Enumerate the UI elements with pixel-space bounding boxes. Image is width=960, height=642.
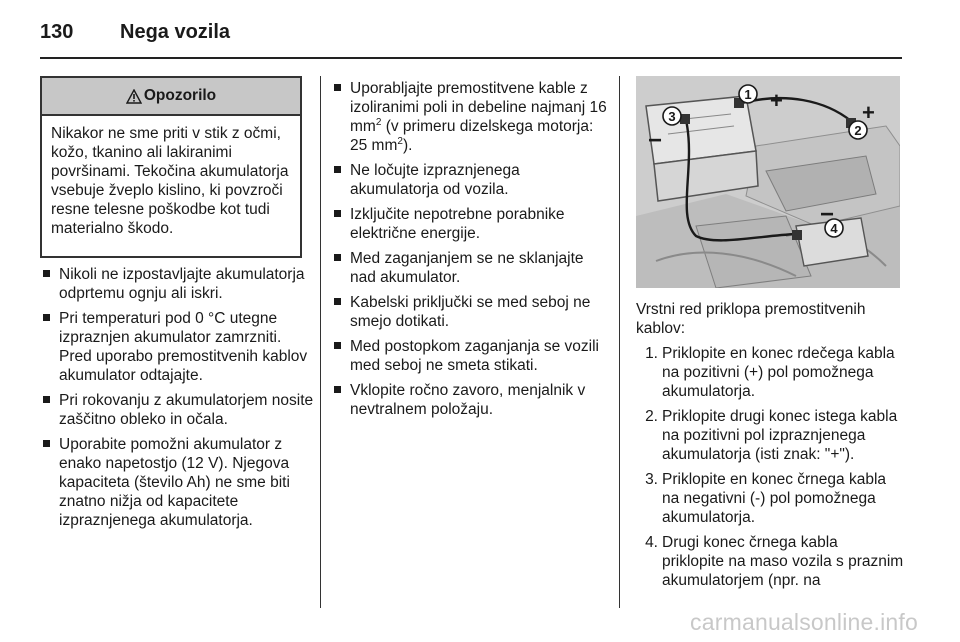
list-item: Med zaganjanjem se ne sklanjajte nad akumulator. <box>331 249 611 287</box>
superscript: 2 <box>397 135 403 147</box>
step-text: Priklopite drugi konec istega kabla na pozitivni pol izpraznjenega akumulatorja (isti znak: "+"). <box>662 408 898 463</box>
list-item: Pri rokovanju z akumulatorjem nosite zaščitno obleko in očala. <box>40 391 315 429</box>
step-number: 2. <box>645 408 658 425</box>
battery-diagram <box>636 76 900 288</box>
column1-bullet-list <box>40 265 315 536</box>
warning-triangle-icon <box>126 89 142 104</box>
callout-1 <box>739 85 757 103</box>
numbered-step <box>636 470 904 527</box>
list-item: Ne ločujte izpraznjenega akumulatorja od vozila. <box>331 161 611 199</box>
cable-spec-text: Uporabljajte premostitvene kable z izoliranimi poli in debeline najmanj 16 mm <box>350 80 607 135</box>
list-item: Izključite nepotrebne porabnike električne energije. <box>331 205 611 243</box>
list-item: Med postopkom zaganjanja se vozili med seboj ne smeta stikati. <box>331 337 611 375</box>
svg-text:1: 1 <box>744 87 752 102</box>
svg-text:4: 4 <box>830 221 838 236</box>
step-text: Drugi konec črnega kabla priklopite na maso vozila s praznim akumulatorjem (npr. na <box>662 534 904 589</box>
list-item: Pri temperaturi pod 0 °C utegne izpraznjen akumulator zamrzniti. Pred uporabo premostitvenih kablov akumulator odtajajte. <box>40 309 315 385</box>
minus-sign: − <box>820 201 835 228</box>
column-divider <box>619 76 620 608</box>
connection-order-section <box>636 300 904 596</box>
list-item: Vklopite ročno zavoro, menjalnik v nevtralnem položaju. <box>331 381 611 419</box>
step-number: 3. <box>645 471 658 488</box>
column-divider <box>320 76 321 608</box>
step-number: 4. <box>645 534 658 551</box>
step-text: Priklopite en konec črnega kabla na negativni (-) pol pomožnega akumulatorja. <box>662 471 887 526</box>
page-title: Nega vozila <box>120 20 231 43</box>
cable-spec-text: ). <box>402 137 413 154</box>
list-item: Uporabite pomožni akumulator z enako napetostjo (12 V). Njegova kapaciteta (število Ah) ne sme biti znatno nižja od kapacitete izpraznjenega akumulatorja. <box>40 435 315 530</box>
numbered-step <box>636 533 904 590</box>
svg-text:3: 3 <box>668 109 676 124</box>
list-item: Kabelski priključki se med seboj ne smejo dotikati. <box>331 293 611 331</box>
plus-sign: + <box>862 100 875 125</box>
superscript: 2 <box>375 116 382 128</box>
page-number: 130 <box>40 20 74 43</box>
numbered-step <box>636 344 904 401</box>
header-rule <box>40 57 902 59</box>
svg-text:2: 2 <box>854 123 862 138</box>
warning-box <box>40 76 302 258</box>
plus-sign: + <box>770 88 783 113</box>
jump-start-illustration <box>636 76 900 288</box>
warning-header <box>42 78 300 116</box>
warning-text: Nikakor ne sme priti v stik z očmi, kožo, tkanino ali lakiranimi površinami. Tekočina akumulatorja vsebuje žveplo kislino, ki povzroči resne telesne poškodbe kot tudi materialno škodo. <box>51 125 289 237</box>
warning-title: Opozorilo <box>143 87 217 104</box>
list-item <box>331 79 611 155</box>
minus-sign: − <box>648 127 663 154</box>
page-header <box>40 14 230 50</box>
watermark: carmanualsonline.info <box>690 609 918 635</box>
numbered-step <box>636 407 904 464</box>
column2-bullet-list <box>331 79 611 425</box>
callout-3 <box>663 107 681 125</box>
connection-order-intro: Vrstni red priklopa premostitvenih kablov: <box>636 301 866 337</box>
list-item: Nikoli ne izpostavljajte akumulatorja odprtemu ognju ali iskri. <box>40 265 315 303</box>
step-text: Priklopite en konec rdečega kabla na pozitivni (+) pol pomožnega akumulatorja. <box>662 345 895 400</box>
cable-spec-text: (v primeru dizelskega motorja: 25 mm <box>350 118 594 154</box>
step-number: 1. <box>645 345 658 362</box>
